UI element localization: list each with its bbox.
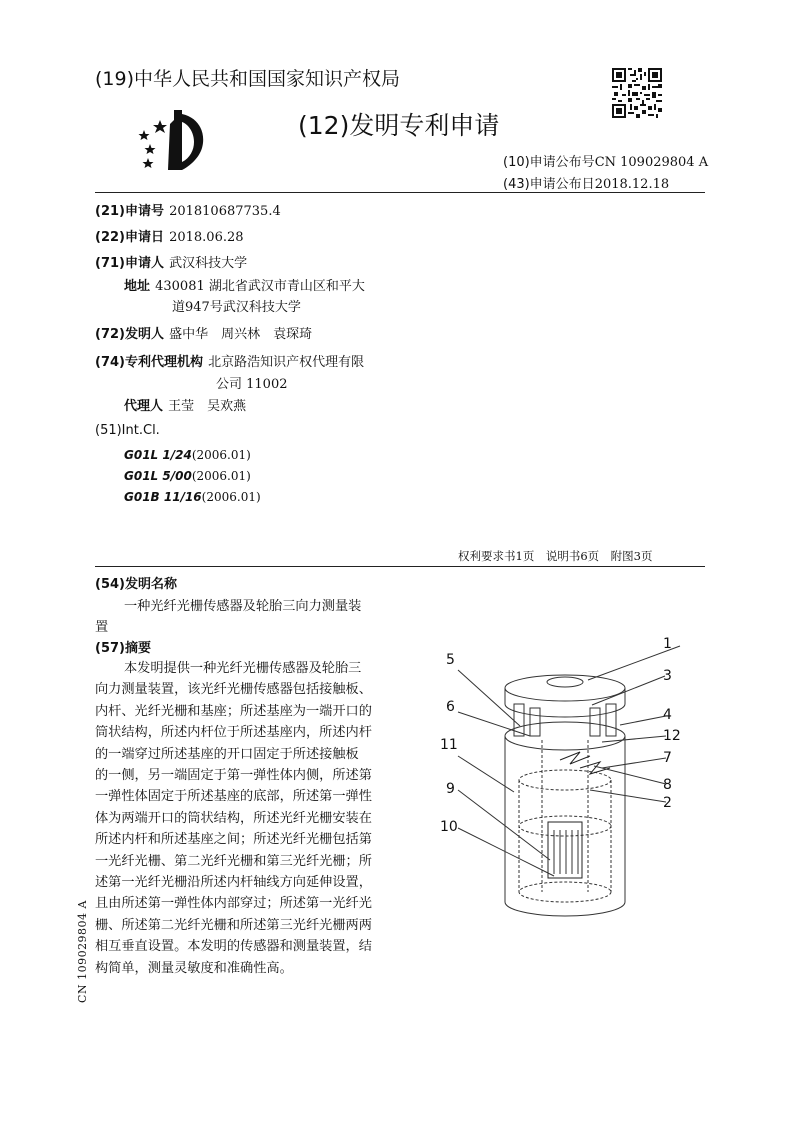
agency-line-1: 北京路浩知识产权代理有限 bbox=[208, 355, 365, 370]
abstract-line: 一弹性体固定于所述基座的底部，所述第一弹性 bbox=[95, 789, 372, 805]
publication-date-label: (43)申请公布日 bbox=[503, 177, 595, 192]
cnipa-logo-icon bbox=[130, 108, 210, 173]
application-number-row bbox=[95, 200, 281, 219]
ipc-code: G01L 1/24 bbox=[124, 448, 192, 462]
page-counts: 权利要求书1页 说明书6页 附图3页 bbox=[458, 549, 653, 563]
figure-label: 6 bbox=[446, 699, 455, 715]
address-line-1: 430081 湖北省武汉市青山区和平大 bbox=[155, 279, 365, 294]
publication-number: CN 109029804 A bbox=[594, 155, 709, 170]
figure-label: 5 bbox=[446, 652, 455, 668]
office-title: (19)中华人民共和国国家知识产权局 bbox=[95, 68, 401, 90]
application-date-label: (22)申请日 bbox=[95, 230, 164, 245]
document-type-title: (12)发明专利申请 bbox=[298, 111, 500, 140]
invention-title-label: (54)发明名称 bbox=[95, 577, 177, 592]
figure-label: 7 bbox=[663, 750, 672, 766]
publication-number-row bbox=[503, 151, 708, 170]
abstract-label: (57)摘要 bbox=[95, 641, 151, 656]
abstract-line: 内杆、光纤光栅和基座；所述基座为一端开口的 bbox=[95, 703, 372, 719]
figure-label: 8 bbox=[663, 777, 672, 793]
address-label: 地址 bbox=[124, 279, 151, 294]
body-divider bbox=[95, 566, 705, 567]
address-line-2: 道947号武汉科技大学 bbox=[172, 300, 301, 315]
abstract-line: 一光纤光栅、第二光纤光栅和第三光纤光栅；所 bbox=[95, 853, 372, 869]
vertical-publication-code: CN 109029804 A bbox=[76, 900, 89, 1003]
abstract-line: 且由所述第一弹性体内部穿过；所述第一光纤光 bbox=[95, 896, 372, 912]
ipc-date: (2006.01) bbox=[201, 490, 261, 504]
figure-label: 3 bbox=[663, 668, 672, 684]
ipc-date: (2006.01) bbox=[191, 469, 251, 483]
inventors-row bbox=[95, 323, 312, 342]
ipc-entry bbox=[124, 444, 251, 463]
agents-row bbox=[124, 395, 246, 414]
figure-label: 9 bbox=[446, 781, 455, 797]
abstract-line: 的一端穿过所述基座的开口固定于所述接触板 bbox=[95, 746, 359, 762]
agents-label: 代理人 bbox=[124, 399, 164, 414]
figure-label: 12 bbox=[663, 728, 681, 744]
ipc-date: (2006.01) bbox=[191, 448, 251, 462]
abstract-line: 相互垂直设置。本发明的传感器和测量装置，结 bbox=[95, 939, 372, 955]
ipc-code: G01L 5/00 bbox=[124, 469, 192, 483]
abstract-line: 所述内杆和所述基座之间；所述光纤光栅包括第 bbox=[95, 832, 372, 848]
application-date: 2018.06.28 bbox=[169, 230, 244, 245]
application-number-label: (21)申请号 bbox=[95, 204, 164, 219]
abstract-line: 筒状结构，所述内杆位于所述基座内，所述内杆 bbox=[95, 725, 372, 741]
figure-label: 2 bbox=[663, 795, 672, 811]
invention-title-line-2: 置 bbox=[95, 620, 109, 635]
invention-title-line-1: 一种光纤光栅传感器及轮胎三向力测量装 bbox=[124, 599, 362, 614]
ipc-entry bbox=[124, 465, 251, 484]
application-number: 201810687735.4 bbox=[169, 204, 281, 219]
applicant: 武汉科技大学 bbox=[169, 256, 248, 271]
abstract-line: 本发明提供一种光纤光栅传感器及轮胎三 bbox=[124, 661, 362, 676]
application-date-row bbox=[95, 226, 244, 245]
publication-date: 2018.12.18 bbox=[594, 177, 670, 192]
inventors: 盛中华 周兴林 袁琛琦 bbox=[169, 327, 313, 342]
abstract-line: 栅、所述第二光纤光栅和所述第三光纤光栅两两 bbox=[95, 917, 372, 933]
qr-code-icon bbox=[612, 68, 662, 118]
abstract-line: 述第一光纤光栅沿所述内杆轴线方向延伸设置， bbox=[95, 875, 372, 890]
applicant-row bbox=[95, 252, 247, 271]
abstract-line: 的一侧，另一端固定于第一弹性体内侧，所述第 bbox=[95, 768, 372, 783]
abstract-line: 向力测量装置，该光纤光栅传感器包括接触板、 bbox=[95, 682, 372, 698]
abstract-line: 构简单，测量灵敏度和准确性高。 bbox=[95, 960, 293, 976]
figure-label: 11 bbox=[440, 737, 458, 753]
agency-row bbox=[95, 351, 364, 370]
address-row bbox=[124, 275, 365, 294]
int-cl-label: (51)Int.Cl. bbox=[95, 423, 160, 438]
figure-label: 4 bbox=[663, 707, 672, 723]
figure-label: 1 bbox=[663, 636, 672, 652]
ipc-entry bbox=[124, 486, 261, 505]
agents: 王莹 吴欢燕 bbox=[168, 399, 247, 414]
header-divider bbox=[95, 192, 705, 193]
publication-number-label: (10)申请公布号 bbox=[503, 155, 595, 170]
agency-line-2: 公司 11002 bbox=[216, 377, 288, 392]
publication-date-row bbox=[503, 173, 669, 192]
applicant-label: (71)申请人 bbox=[95, 256, 164, 271]
ipc-code: G01B 11/16 bbox=[124, 490, 202, 504]
agency-label: (74)专利代理机构 bbox=[95, 355, 203, 370]
abstract-line: 体为两端开口的筒状结构，所述光纤光栅安装在 bbox=[95, 810, 372, 826]
figure-label: 10 bbox=[440, 819, 458, 835]
inventors-label: (72)发明人 bbox=[95, 327, 164, 342]
